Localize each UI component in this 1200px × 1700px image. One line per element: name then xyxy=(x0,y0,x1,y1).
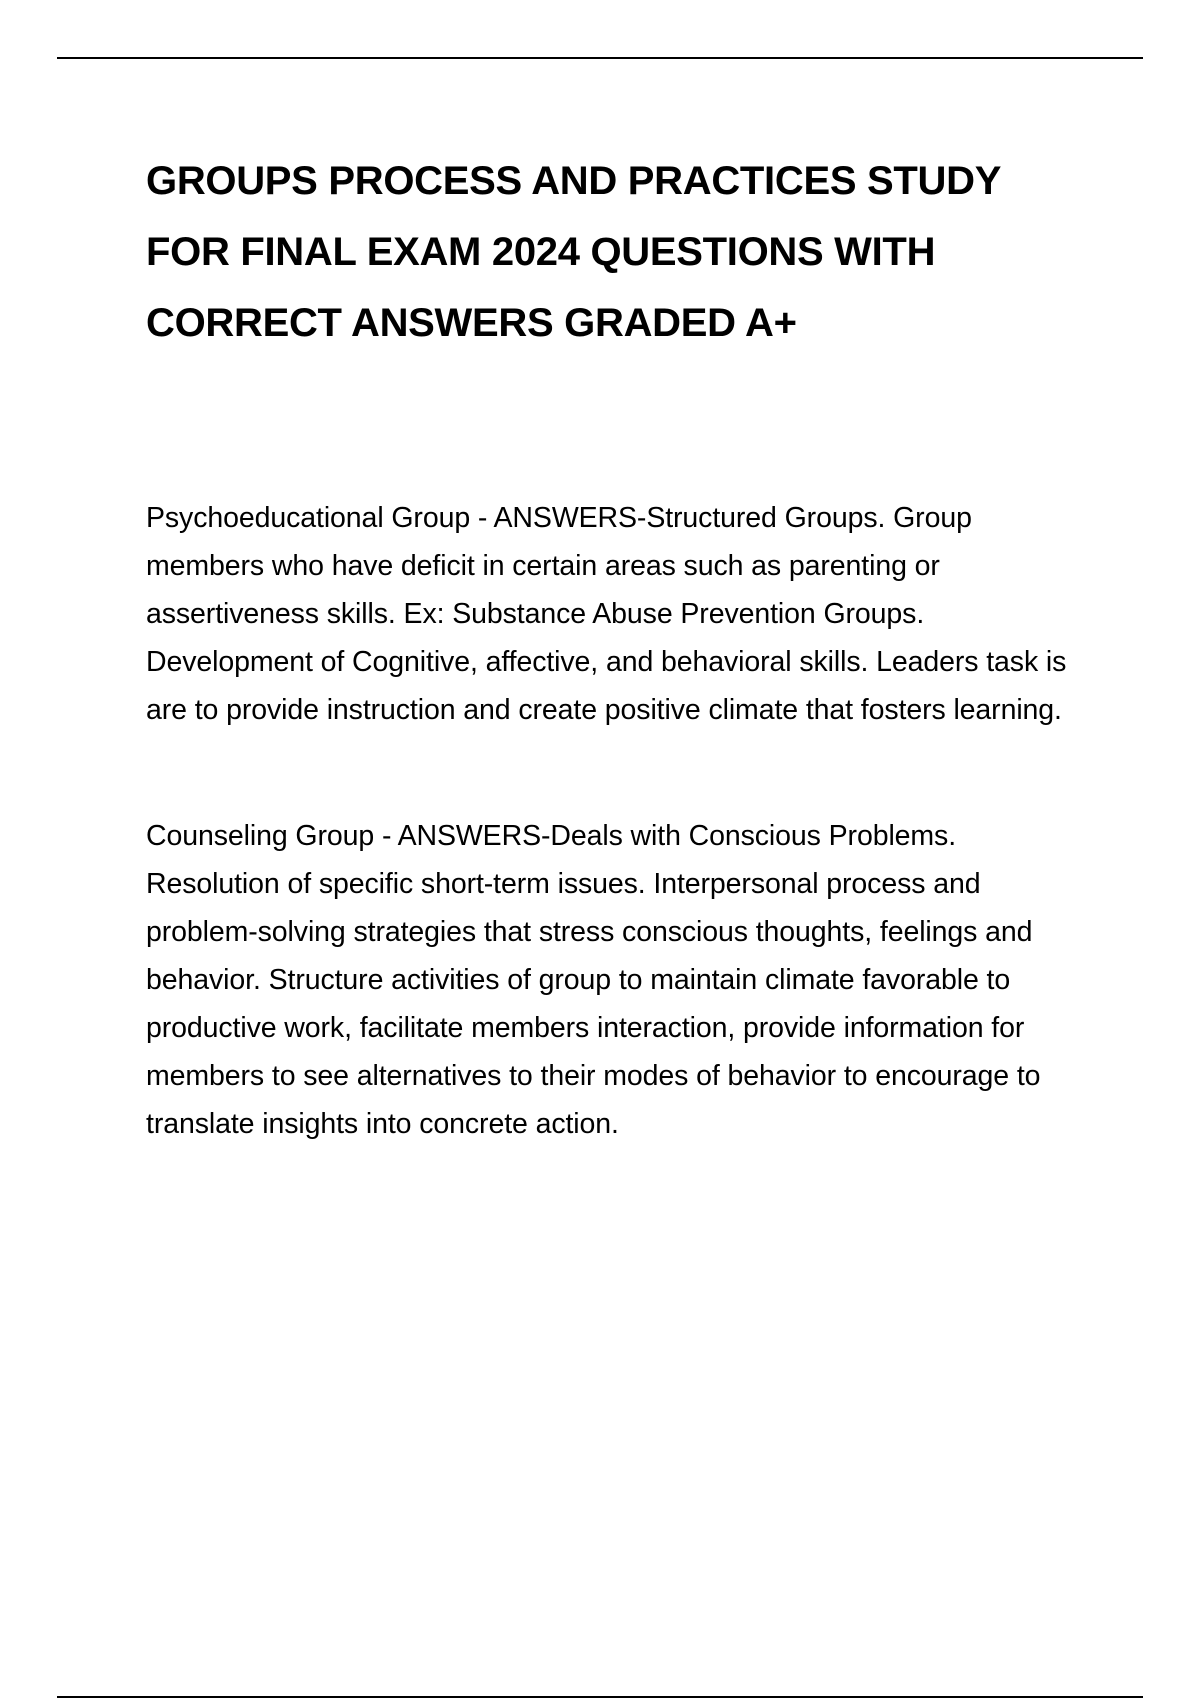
qa-entry-psychoeducational-group: Psychoeducational Group - ANSWERS-Structured Groups. Group members who have deficit in certain areas such as parenting or assertiveness skills. Ex: Substance Abuse Prevention Groups. Development of Cognitive, affective, and behavioral skills. Leaders task is are to provide instruction and create positive climate that fosters learning. xyxy=(146,502,1067,726)
qa-entry-counseling-group: Counseling Group - ANSWERS-Deals with Conscious Problems. Resolution of specific short-term issues. Interpersonal process and problem-solving strategies that stress conscious thoughts, feelings and behavior. Structure activities of group to maintain climate favorable to productive work, facilitate members interaction, provide information for members to see alternatives to their modes of behavior to encourage to translate insights into concrete action. xyxy=(146,820,1041,1140)
document-body xyxy=(146,146,1076,1148)
footer-rule xyxy=(57,1696,1143,1698)
document-title: GROUPS PROCESS AND PRACTICES STUDY FOR FINAL EXAM 2024 QUESTIONS WITH CORRECT ANSWERS GRADED A+ xyxy=(146,159,1001,345)
header-rule xyxy=(57,57,1143,59)
